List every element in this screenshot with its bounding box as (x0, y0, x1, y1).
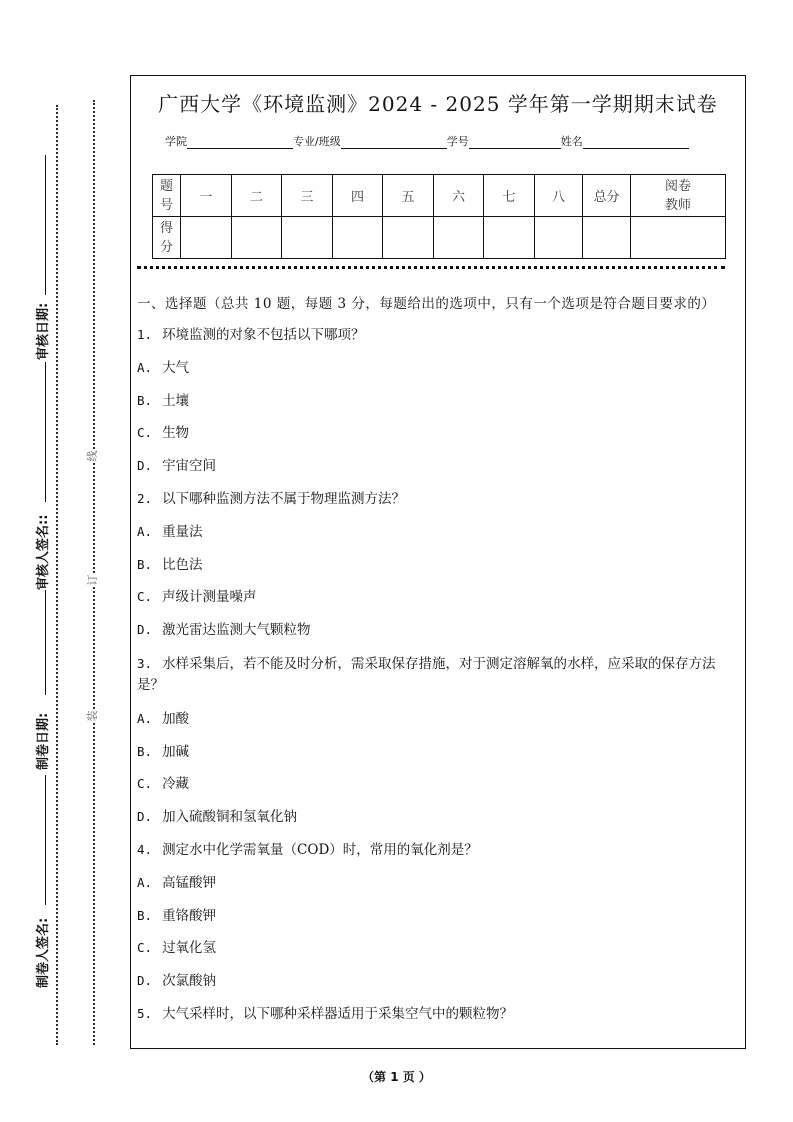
option-key: A. (137, 359, 153, 375)
signature-line-exam-date (45, 590, 46, 695)
college-label: 学院 (165, 135, 187, 148)
question-number: 5. (137, 1005, 153, 1021)
option-text: 加酸 (162, 710, 190, 727)
question-text: 水样采集后，若不能及时分析，需采取保存措施，对于测定溶解氧的水样，应采取的保存方法是？ (137, 655, 716, 693)
option-text: 加碱 (162, 743, 190, 760)
option-text: 加入硫酸铜和氢氧化钠 (162, 809, 298, 826)
question-1 (137, 325, 735, 345)
option (137, 807, 735, 827)
option-key: A. (137, 874, 153, 890)
score-cell[interactable] (383, 217, 434, 259)
major-class-label: 专业/班级 (293, 135, 341, 148)
option-key: C. (137, 425, 153, 441)
seal-char-line: 线 (86, 450, 99, 462)
option-text: 重铬酸钾 (162, 907, 217, 924)
question-text: 以下哪种监测方法不属于物理监测方法？ (162, 490, 406, 507)
signature-line-review-date (45, 155, 46, 295)
grader-header (631, 175, 726, 217)
total-score-cell[interactable] (583, 217, 631, 259)
option-text: 高锰酸钾 (162, 874, 217, 891)
question-4 (137, 840, 735, 860)
question-3 (137, 653, 735, 696)
option-key: C. (137, 589, 153, 605)
option (137, 358, 735, 378)
score-row (153, 217, 726, 259)
student-info-row (165, 133, 689, 149)
option (137, 587, 735, 607)
score-cell[interactable] (434, 217, 484, 259)
option-key: C. (137, 940, 153, 956)
reviewer-signature-label: 审核人签名:: (32, 515, 51, 590)
option-text: 重量法 (162, 523, 203, 540)
grader-signature-cell[interactable] (631, 217, 726, 259)
score-cell[interactable] (535, 217, 583, 259)
option-text: 次氯酸钠 (162, 973, 217, 990)
option (137, 938, 735, 958)
option (137, 709, 735, 729)
page-number: （第 1 页 ） (362, 1070, 431, 1084)
option-key: D. (137, 973, 153, 989)
option (137, 456, 735, 476)
total-score-header: 总分 (583, 175, 631, 217)
column-header: 七 (484, 175, 535, 217)
option-key: B. (137, 743, 153, 759)
column-header: 一 (181, 175, 232, 217)
question-number: 2. (137, 490, 153, 506)
student-id-field[interactable] (469, 135, 561, 149)
column-header: 三 (282, 175, 333, 217)
review-date-label: 审核日期: (32, 303, 51, 360)
column-header: 六 (434, 175, 484, 217)
exam-maker-signature-label: 制卷人签名: (32, 918, 51, 988)
score-cell[interactable] (484, 217, 535, 259)
exam-title: 广西大学《环境监测》2024 - 2025 学年第一学期期末试卷 (158, 92, 718, 116)
signature-line-exam-maker (45, 775, 46, 905)
option-text: 宇宙空间 (162, 458, 217, 475)
option (137, 620, 735, 640)
option-text: 大气 (162, 359, 190, 376)
option-text: 比色法 (162, 556, 203, 573)
option-key: A. (137, 710, 153, 726)
score-cell[interactable] (282, 217, 333, 259)
score-cell[interactable] (333, 217, 383, 259)
option-key: B. (137, 392, 153, 408)
grader-header-line: 阅卷 (664, 178, 691, 194)
dotted-separator (137, 266, 725, 269)
exam-date-label: 制卷日期: (32, 713, 51, 770)
row-head-char: 分 (159, 239, 173, 255)
section-heading: 一、选择题（总共 10 题，每题 3 分，每题给出的选项中，只有一个选项是符合题目要求的） (137, 296, 716, 312)
grader-header-line: 教师 (664, 197, 691, 213)
score-row-header (153, 217, 181, 259)
question-text: 测定水中化学需氧量（COD）时，常用的氧化剂是？ (162, 841, 478, 858)
option (137, 971, 735, 991)
option-text: 激光雷达监测大气颗粒物 (162, 622, 311, 639)
seal-char-mount: 装 (86, 710, 99, 722)
question-number: 3. (137, 655, 153, 671)
column-header: 二 (232, 175, 282, 217)
option-text: 声级计测量噪声 (162, 589, 257, 606)
option-key: C. (137, 776, 153, 792)
question-text: 环境监测的对象不包括以下哪项？ (162, 327, 365, 343)
option (137, 873, 735, 893)
option-text: 冷藏 (162, 776, 190, 793)
question-number-row (153, 175, 726, 217)
option (137, 906, 735, 926)
question-number: 1. (137, 327, 153, 342)
option-text: 生物 (162, 425, 190, 442)
option-key: B. (137, 556, 153, 572)
row-head-char: 号 (159, 197, 173, 213)
option-key: D. (137, 622, 153, 638)
option-text: 土壤 (162, 392, 190, 409)
student-id-label: 学号 (446, 135, 469, 148)
question-5 (137, 1004, 735, 1024)
college-field[interactable] (187, 135, 293, 149)
option (137, 774, 735, 794)
question-number-header (153, 175, 181, 217)
signature-line-reviewer (45, 362, 46, 502)
option (137, 555, 735, 575)
question-2 (137, 489, 735, 509)
option-key: D. (137, 458, 153, 474)
name-label: 姓名 (560, 135, 583, 148)
seal-char-bind: 订 (86, 574, 99, 586)
column-header: 五 (383, 175, 434, 217)
option-text: 过氧化氢 (162, 940, 217, 957)
row-head-char: 题 (159, 178, 173, 194)
question-number: 4. (137, 841, 153, 857)
major-class-field[interactable] (341, 135, 447, 149)
option (137, 423, 735, 443)
option (137, 742, 735, 762)
score-table (152, 174, 726, 259)
score-cell[interactable] (181, 217, 232, 259)
question-text: 大气采样时，以下哪种采样器适用于采集空气中的颗粒物？ (162, 1005, 514, 1022)
column-header: 八 (535, 175, 583, 217)
option (137, 522, 735, 542)
column-header: 四 (333, 175, 383, 217)
option-key: D. (137, 809, 153, 825)
score-cell[interactable] (232, 217, 282, 259)
option-key: B. (137, 907, 153, 923)
row-head-char: 得 (159, 220, 173, 236)
question-content (137, 294, 735, 1037)
binding-dotted-line-inner (56, 105, 58, 1045)
name-field[interactable] (583, 135, 689, 149)
exam-paper-frame (130, 75, 746, 1049)
option-key: A. (137, 523, 153, 539)
option (137, 391, 735, 411)
